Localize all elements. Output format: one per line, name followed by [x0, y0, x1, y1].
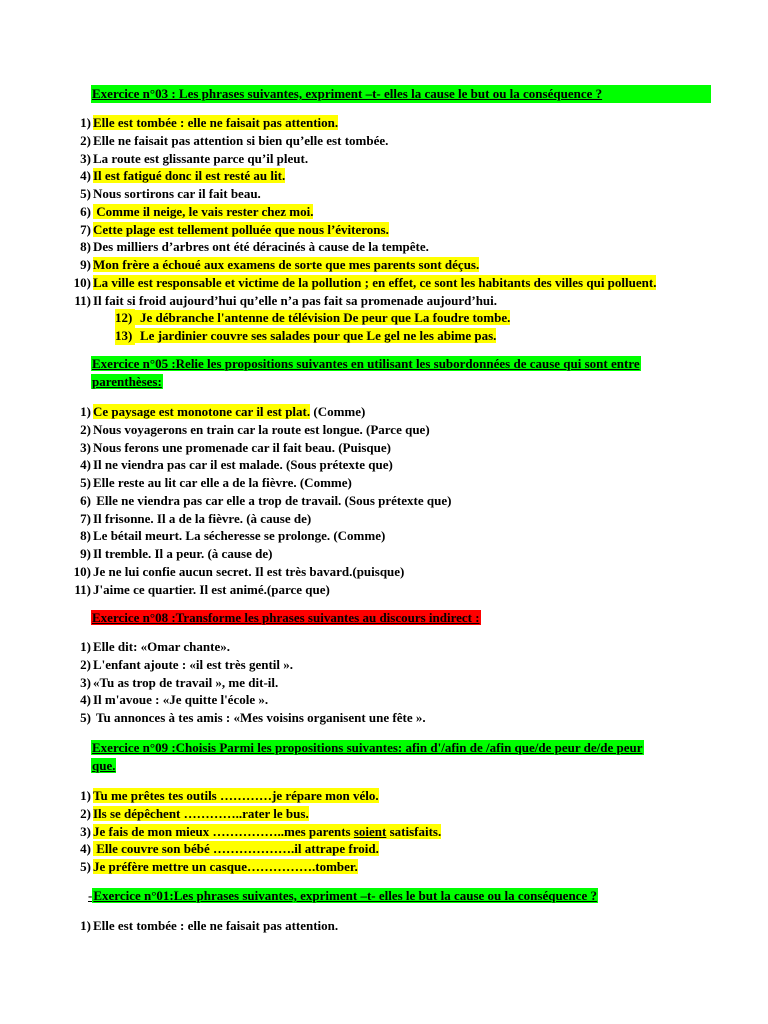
list-item — [60, 256, 760, 274]
exercise-09-list — [60, 787, 760, 876]
item-number: 6) — [80, 203, 91, 219]
list-item — [60, 917, 760, 935]
item-number: 2) — [80, 805, 91, 821]
list-item — [60, 456, 760, 474]
exercise-05-title-line1: Exercice n°05 :Relie les propositions suivantes en utilisant les subordonnées de cause qui sont entre — [92, 356, 640, 371]
item-number: 1) — [80, 918, 91, 933]
exercise-08-title-text: Exercice n°08 :Transforme les phrases suivantes au discours indirect : — [92, 610, 480, 625]
item-text: Ce paysage est monotone car il est plat. — [93, 404, 311, 419]
item-number: 10) — [73, 274, 91, 290]
item-number: 4) — [80, 841, 91, 857]
item-text: Mon frère a échoué aux examens de sorte que mes parents sont déçus. — [93, 257, 480, 272]
item-text: Nous sortirons car il fait beau. — [93, 186, 261, 201]
item-text: Elle est tombée : elle ne faisait pas attention. — [93, 918, 339, 933]
list-item — [60, 274, 760, 292]
list-item — [60, 563, 760, 581]
list-item — [60, 858, 760, 876]
item-text: Nous voyagerons en train car la route est longue. (Parce que) — [93, 421, 430, 437]
list-item — [60, 787, 760, 805]
list-item — [60, 840, 760, 858]
item-number: 1) — [80, 115, 91, 130]
list-item — [60, 439, 760, 457]
item-text: Il ne viendra pas car il est malade. (Sous prétexte que) — [93, 457, 393, 473]
item-text: Elle ne faisait pas attention si bien qu’elle est tombée. — [93, 132, 389, 148]
exercise-09-title-line2: que. — [92, 758, 116, 773]
exercise-05-title-line2: parenthèses: — [92, 374, 162, 389]
item-number: 2) — [80, 421, 91, 437]
item-number: 4) — [80, 168, 91, 184]
item-number: 2) — [80, 656, 91, 672]
exercise-03-title — [91, 85, 711, 103]
item-text: Elle couvre son bébé ……………….il attrape froid. — [93, 841, 379, 857]
list-item — [60, 167, 760, 185]
list-item — [60, 638, 760, 656]
list-item — [60, 510, 760, 528]
item-suffix: (Comme) — [310, 404, 366, 419]
item-number: 9) — [80, 257, 91, 272]
list-item — [60, 150, 760, 168]
exercise-09-title — [91, 739, 711, 775]
exercise-08-title — [91, 609, 711, 627]
item-text: Elle dit: «Omar chante». — [93, 639, 230, 654]
item-text: Il frisonne. Il a de la fièvre. (à cause de) — [93, 510, 312, 526]
item-text: Cette plage est tellement polluée que nous l’éviterons. — [93, 221, 389, 237]
list-item — [60, 403, 760, 421]
item-number: 9) — [80, 546, 91, 561]
item-text: Il est fatigué donc il est resté au lit. — [93, 168, 286, 184]
exercise-01-title — [88, 887, 708, 905]
item-number: 10) — [73, 563, 91, 579]
item-text: Comme il neige, le vais rester chez moi. — [93, 203, 314, 219]
list-item — [60, 709, 760, 727]
item-text: J'aime ce quartier. Il est animé.(parce que) — [93, 581, 330, 597]
list-item — [60, 132, 760, 150]
list-item — [60, 114, 760, 132]
exercise-08-list — [60, 638, 760, 727]
list-item — [60, 292, 760, 310]
exercise-03-title-text: Exercice n°03 : Les phrases suivantes, expriment –t- elles la cause le but ou la conséquence ? — [92, 86, 603, 101]
item-text: Je ne lui confie aucun secret. Il est très bavard.(puisque) — [93, 563, 405, 579]
list-item — [60, 185, 760, 203]
list-item — [60, 421, 760, 439]
exercise-01-list — [60, 917, 760, 935]
item-text: Ils se dépêchent …………..rater le bus. — [93, 805, 309, 821]
item-text: Nous ferons une promenade car il fait beau. (Puisque) — [93, 439, 391, 455]
item-text: Des milliers d’arbres ont été déracinés à cause de la tempête. — [93, 239, 429, 255]
item-number: 5) — [80, 710, 91, 725]
list-item — [60, 581, 760, 599]
item-text: La ville est responsable et victime de la pollution ; en effet, ce sont les habitants des villes qui polluent. — [93, 274, 657, 290]
list-item — [60, 527, 760, 545]
list-item — [60, 823, 760, 841]
item-number: 12) — [115, 309, 135, 327]
item-number: 11) — [74, 292, 91, 308]
list-item — [60, 238, 760, 256]
item-number: 11) — [74, 581, 91, 597]
item-text: Elle reste au lit car elle a de la fièvre. (Comme) — [93, 475, 352, 490]
list-item — [60, 492, 760, 510]
item-number: 3) — [80, 674, 91, 690]
item-text: Elle est tombée : elle ne faisait pas attention. — [93, 115, 339, 130]
list-item — [60, 327, 760, 345]
list-item — [60, 656, 760, 674]
list-item — [60, 674, 760, 692]
list-item — [60, 805, 760, 823]
item-number: 3) — [80, 439, 91, 455]
list-item — [60, 545, 760, 563]
exercise-01-title-prefix: - — [88, 888, 93, 903]
item-number: 6) — [80, 492, 91, 508]
item-text: La route est glissante parce qu’il pleut. — [93, 150, 309, 166]
exercise-09-title-line1: Exercice n°09 :Choisis Parmi les propositions suivantes: afin d'/afin de /afin que/de peur de/de peur — [92, 740, 643, 755]
item-text: «Tu as trop de travail », me dit-il. — [93, 674, 279, 690]
exercise-05-list — [60, 403, 760, 598]
exercise-05-title — [91, 355, 711, 391]
item-number: 1) — [80, 404, 91, 419]
item-text: Tu annonces à tes amis : «Mes voisins organisent une fête ». — [93, 710, 426, 725]
item-text — [93, 824, 441, 839]
item-number: 8) — [80, 528, 91, 544]
item-number: 7) — [80, 510, 91, 526]
item-text: Elle ne viendra pas car elle a trop de travail. (Sous prétexte que) — [93, 492, 452, 508]
item-text: Il tremble. Il a peur. (à cause de) — [93, 546, 273, 561]
item-number: 7) — [80, 221, 91, 237]
item-number: 2) — [80, 132, 91, 148]
item-number: 1) — [80, 788, 91, 803]
list-item — [60, 309, 760, 327]
list-item — [60, 221, 760, 239]
item-text-pre: Je fais de mon mieux ……………..mes parents — [93, 823, 354, 839]
item-text: Le jardinier couvre ses salades pour que Le gel ne les abime pas. — [135, 328, 496, 343]
list-item — [60, 203, 760, 221]
item-number: 8) — [80, 239, 91, 255]
item-text: Je débranche l'antenne de télévision De peur que La foudre tombe. — [135, 310, 510, 325]
list-item — [60, 691, 760, 709]
item-text-underlined: soient — [353, 823, 387, 839]
item-text-post: satisfaits. — [386, 823, 442, 839]
item-text: Il m'avoue : «Je quitte l'école ». — [93, 692, 269, 708]
item-number: 5) — [80, 475, 91, 490]
item-number: 4) — [80, 457, 91, 473]
list-item — [60, 474, 760, 492]
item-text: Je préfère mettre un casque…………….tomber. — [93, 859, 358, 874]
item-number: 5) — [80, 859, 91, 874]
item-number: 5) — [80, 186, 91, 201]
item-text: L'enfant ajoute : «il est très gentil ». — [93, 656, 294, 672]
item-text: Le bétail meurt. La sécheresse se prolonge. (Comme) — [93, 528, 386, 544]
exercise-01-title-text: Exercice n°01:Les phrases suivantes, expriment –t- elles le but la cause ou la conséquence ? — [93, 888, 597, 903]
item-number: 3) — [80, 150, 91, 166]
item-number: 13) — [115, 327, 135, 345]
item-number: 1) — [80, 639, 91, 654]
item-text: Tu me prêtes tes outils …………je répare mon vélo. — [93, 788, 379, 803]
item-number: 3) — [80, 823, 91, 839]
item-text: Il fait si froid aujourd’hui qu’elle n’a pas fait sa promenade aujourd’hui. — [93, 292, 498, 308]
item-number: 4) — [80, 692, 91, 708]
exercise-03-list — [60, 114, 760, 345]
